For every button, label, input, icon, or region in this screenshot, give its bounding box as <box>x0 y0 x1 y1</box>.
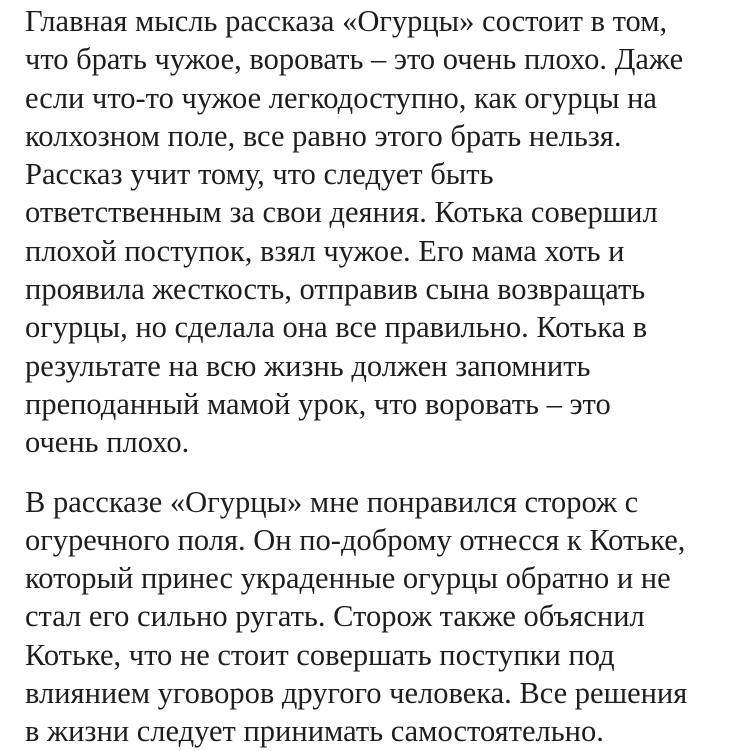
text-line: преподанный мамой урок, что воровать – это <box>25 386 611 421</box>
text-line: результате на всю жизнь должен запомнить <box>25 348 591 383</box>
text-line: ответственным за свои деяния. Котька совершил <box>25 195 658 230</box>
text-line: плохой поступок, взял чужое. Его мама хоть и <box>25 233 625 268</box>
text-line: который принес украденные огурцы обратно и не <box>25 561 671 596</box>
text-line: что брать чужое, воровать – это очень плохо. Даже <box>25 42 684 77</box>
paragraph-watchman <box>25 483 730 751</box>
text-line: стал его сильно ругать. Сторож также объяснил <box>25 599 645 634</box>
text-line: огуречного поля. Он по-доброму отнесся к Котьке, <box>25 522 686 557</box>
text-line: влиянием уговоров другого человека. Все решения <box>25 676 688 711</box>
text-line: Главная мысль рассказа «Огурцы» состоит в том, <box>25 4 668 38</box>
text-line: очень плохо. <box>25 425 190 460</box>
text-line: если что-то чужое легкодоступно, как огурцы на <box>25 80 657 115</box>
text-line: В рассказе «Огурцы» мне понравился сторож с <box>25 484 639 519</box>
text-line: огурцы, но сделала она все правильно. Котька в <box>25 310 648 345</box>
paragraph-spacer <box>25 462 730 483</box>
text-line: проявила жесткость, отправив сына возвращать <box>25 272 646 307</box>
text-line: Рассказ учит тому, что следует быть <box>25 157 494 192</box>
paragraph-main-idea <box>25 2 730 462</box>
text-line: колхозном поле, все равно этого брать нельзя. <box>25 118 622 153</box>
text-line: Котьке, что не стоит совершать поступки под <box>25 637 615 672</box>
text-line: в жизни следует принимать самостоятельно. <box>25 714 604 749</box>
